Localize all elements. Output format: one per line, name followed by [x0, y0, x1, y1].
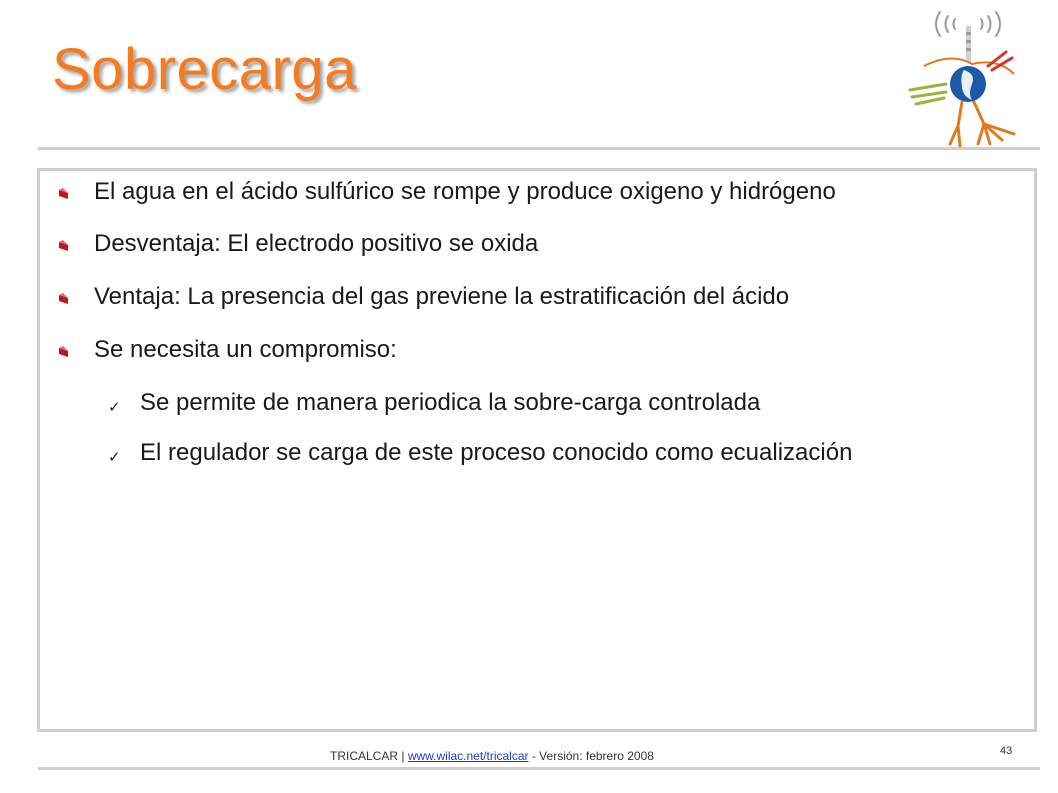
bullet-text: Se necesita un compromiso: — [94, 336, 397, 363]
red-bullet-icon — [58, 188, 69, 201]
footer-link[interactable]: www.wilac.net/tricalcar — [407, 749, 529, 763]
red-bullet-icon — [58, 293, 69, 306]
content-frame — [37, 168, 1037, 732]
footer-divider — [38, 767, 1040, 770]
footer — [330, 749, 654, 763]
checkmark-icon: ✓ — [108, 448, 121, 466]
page-number: 43 — [1000, 745, 1013, 757]
title-divider — [38, 147, 1040, 150]
footer-separator: | — [398, 749, 408, 763]
bullet-text: Desventaja: El electrodo positivo se oxida — [94, 230, 539, 257]
red-bullet-icon — [58, 240, 69, 253]
checkmark-icon: ✓ — [108, 398, 121, 416]
bullet-text: Ventaja: La presencia del gas previene la estratificación del ácido — [94, 283, 790, 310]
slide-title: Sobrecarga — [52, 37, 357, 102]
red-bullet-icon — [58, 346, 69, 359]
footer-org: TRICALCAR — [330, 749, 399, 763]
sub-bullet-text: El regulador se carga de este proceso conocido como ecualización — [140, 439, 853, 466]
footer-version: - Versión: febrero 2008 — [528, 749, 654, 763]
bullet-text: El agua en el ácido sulfúrico se rompe y produce oxigeno y hidrógeno — [94, 178, 836, 205]
tricalcar-logo — [902, 4, 1042, 154]
sub-bullet-text: Se permite de manera periodica la sobre-carga controlada — [140, 389, 761, 416]
